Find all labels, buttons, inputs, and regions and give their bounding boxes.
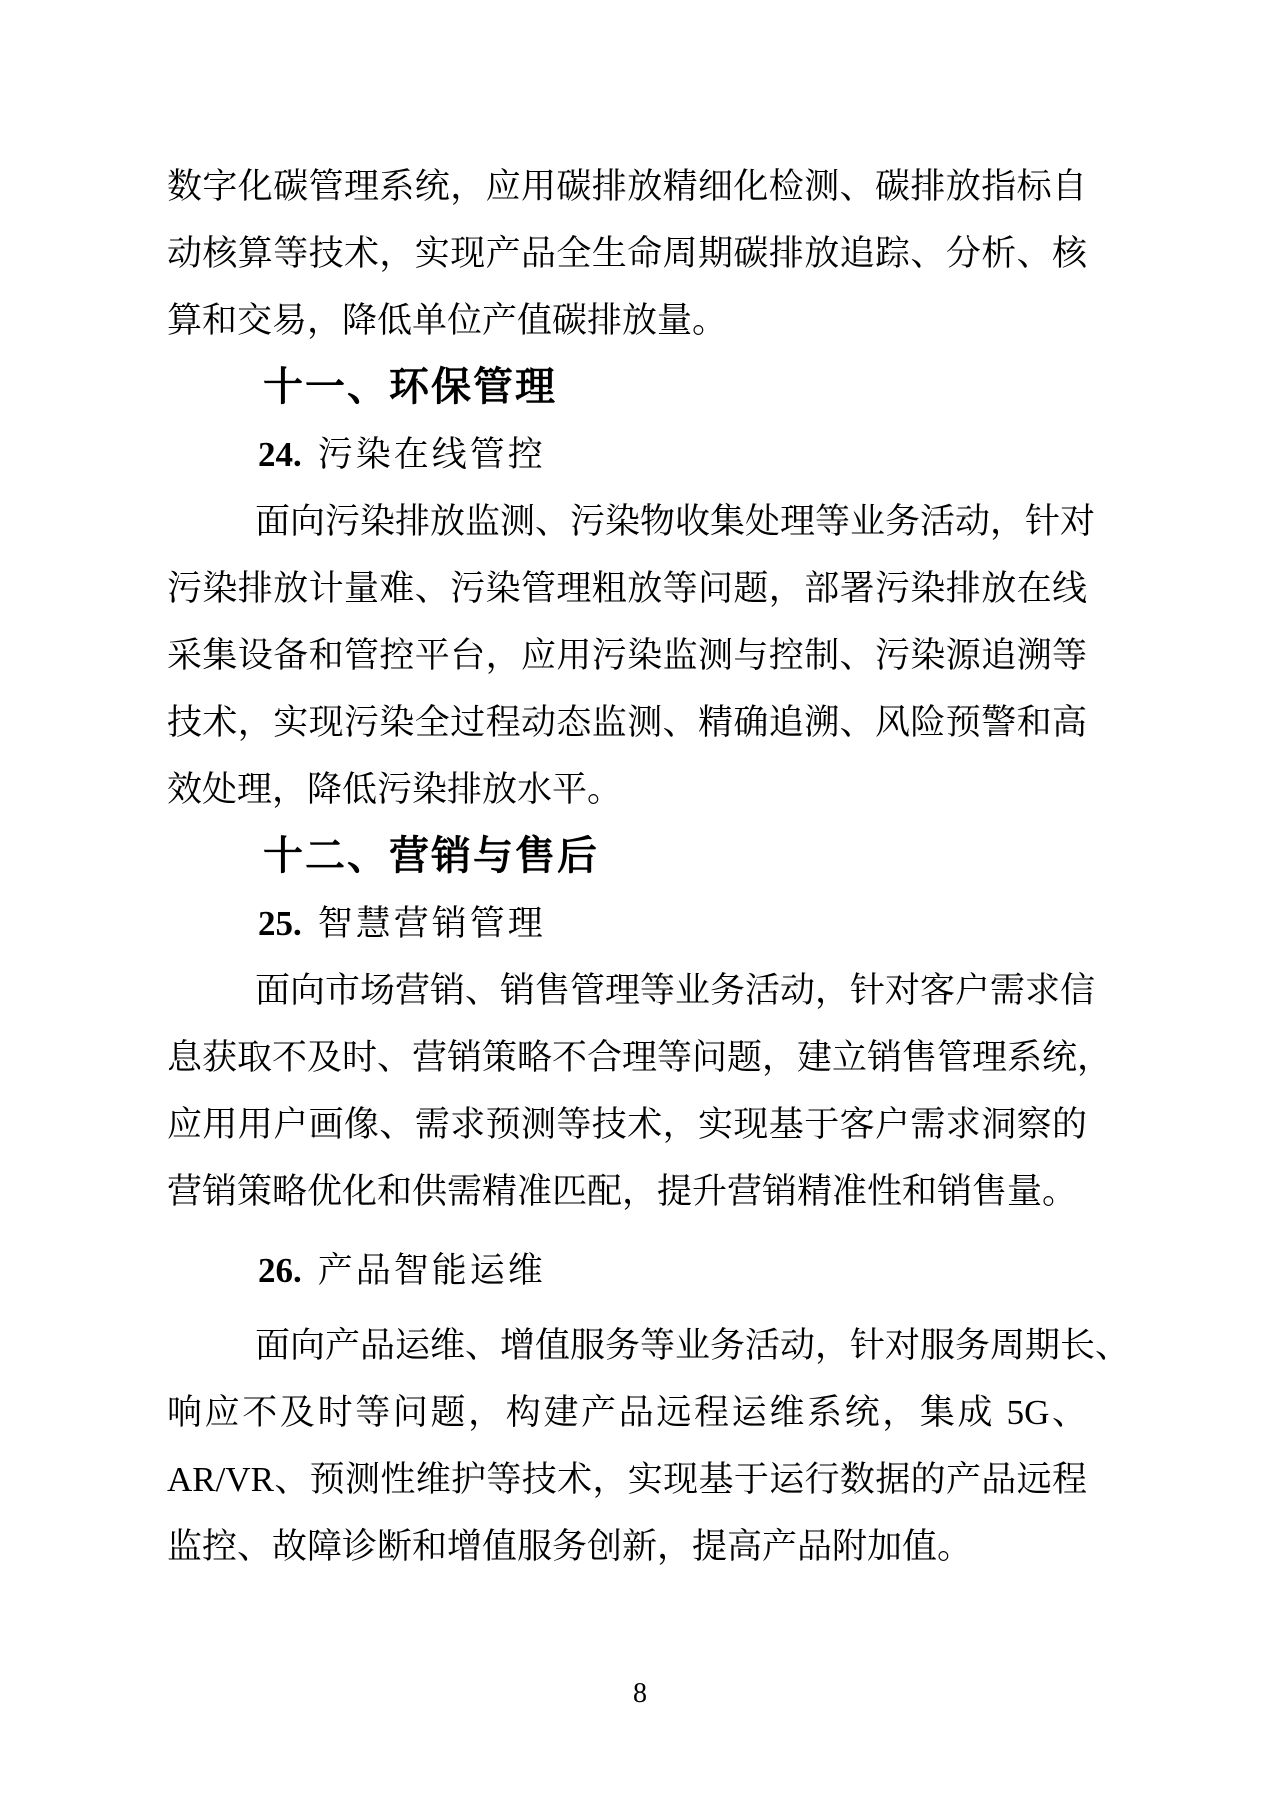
body-line: 动核算等技术，实现产品全生命周期碳排放追踪、分析、核 [167,234,1087,273]
item-number: 24. [258,435,302,474]
item-title: 污染在线管控 [317,435,546,474]
body-line: 采集设备和管控平台，应用污染监测与控制、污染源追溯等 [167,636,1087,675]
page-number: 8 [633,1678,647,1709]
item-title: 产品智能运维 [317,1251,546,1290]
item-title: 智慧营销管理 [317,904,546,943]
body-line: 算和交易，降低单位产值碳排放量。 [167,301,728,340]
section-heading-12: 十二、营销与售后 [263,834,599,878]
paragraph-26 [167,1312,1131,1580]
paragraph-25 [167,957,1113,1225]
body-line: AR/VR、预测性维护等技术，实现基于运行数据的产品远程 [167,1460,1087,1499]
body-line: 面向市场营销、销售管理等业务活动，针对客户需求信 [255,971,1096,1010]
paragraph-carryover [167,153,1087,354]
body-line: 污染排放计量难、污染管理粗放等问题，部署污染排放在线 [167,569,1087,608]
body-line: 效处理，降低污染排放水平。 [167,770,623,809]
document-page [167,153,1131,1580]
body-line: 技术，实现污染全过程动态监测、精确追溯、风险预警和高 [167,703,1087,742]
body-line: 面向产品运维、增值服务等业务活动，针对服务周期长、 [255,1326,1131,1365]
body-line: 息获取不及时、营销策略不合理等问题，建立销售管理系统， [167,1038,1113,1077]
item-heading-26 [167,1237,1087,1304]
body-line: 面向污染排放监测、污染物收集处理等业务活动，针对 [255,502,1096,541]
body-line: 监控、故障诊断和增值服务创新，提高产品附加值。 [167,1527,973,1566]
paragraph-24 [167,488,1096,823]
section-heading-11: 十一、环保管理 [263,365,557,409]
item-heading-25 [167,890,1087,957]
body-line: 数字化碳管理系统，应用碳排放精细化检测、碳排放指标自 [167,167,1087,206]
body-line: 应用用户画像、需求预测等技术，实现基于客户需求洞察的 [167,1105,1087,1144]
body-line: 营销策略优化和供需精准匹配，提升营销精准性和销售量。 [167,1172,1078,1211]
body-line: 响应不及时等问题，构建产品远程运维系统，集成 5G、 [167,1393,1087,1432]
item-heading-24 [167,421,1087,488]
item-number: 25. [258,904,302,943]
item-number: 26. [258,1251,302,1290]
